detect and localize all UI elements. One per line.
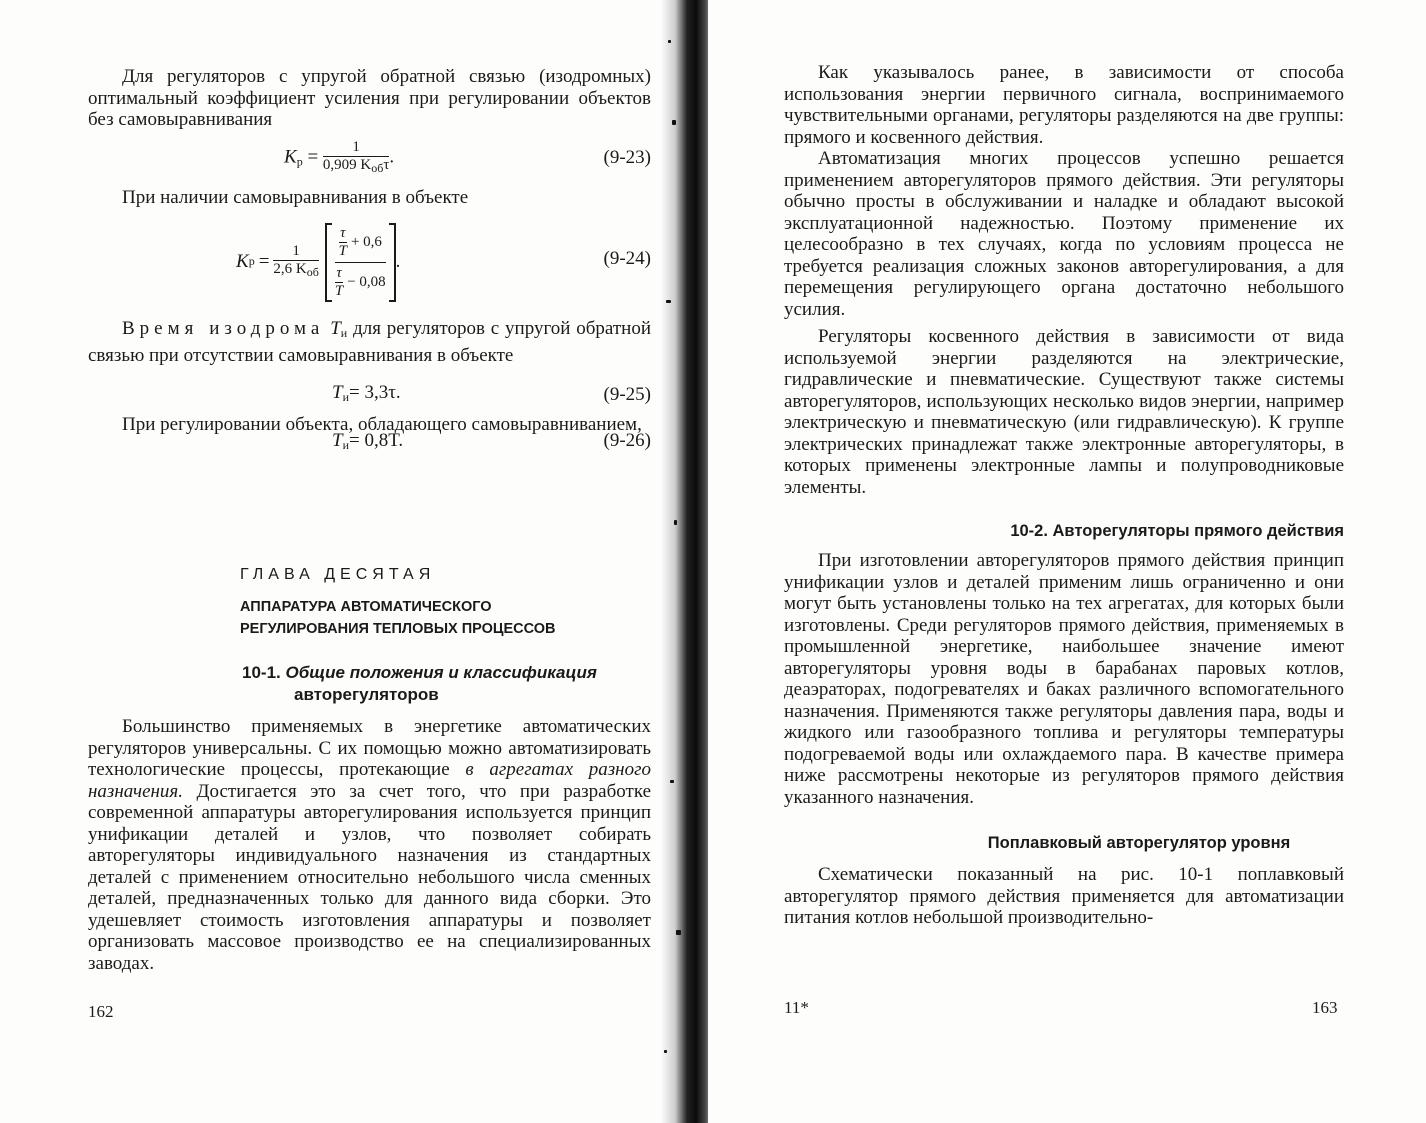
para5-italic: в агрегатах разного назначения. <box>88 759 652 802</box>
right-paragraph-4: При изготовлении авторегуляторов прямого действия принцип унификации узлов и деталей применим лишь ограниченно и они могут быть установлены только на тех агрегатах, для которых были изготовлены. Среди регуляторов прямого действия, применяемых в промышленной энергетике, наибольшее значение имеют авторегуляторы уровня воды в барабанах паровых котлов, деаэраторах, подогревателях и баках различного вспомогательного назначения. Применяются также регуляторы давления пара, воды и жидкого или газообразного топлива и регуляторы температуры подогреваемой воды или охлаждаемого пара. В качестве примера ниже рассмотрены некоторые из регуляторов прямого действия указанного назначения. <box>784 550 1344 808</box>
para5-part-b: Достигается это за счет того, что при разработке современной аппаратуры авторегулирования используется принцип унификации деталей и узлов, что позволяет собирать авторегуляторы индивидуального назначения из стандартных деталей с применением относительно небольшого числа сменных деталей, предназначенных только для данного вида сборки. Это удешевляет стоимость изготовления аппаратуры и позволяет организовать массовое производство ее на специализированных заводах. <box>88 780 652 974</box>
right-paragraph-3: Регуляторы косвенного действия в зависимости от вида используемой энергии разделяются на электрические, гидравлические и пневматические. Существуют также системы авторегуляторов, использующих несколько видов энергии, например электрическую и пневматическую (или гидравлическую). К группе электрических принадлежат также электронные авторегуляторы, в которых применены электронные лампы и полупроводниковые элементы. <box>784 326 1344 498</box>
eq26-rhs: = 0,8T. <box>349 429 404 451</box>
eq24-lhs: K <box>236 251 249 273</box>
equation-9-26 <box>88 430 651 456</box>
spine-speck <box>674 520 677 525</box>
chapter-title-line-2: РЕГУЛИРОВАНИЯ ТЕПЛОВЫХ ПРОЦЕССОВ <box>240 621 556 637</box>
eq23-lhs-sub: p <box>296 153 303 168</box>
eq23-denominator: 0,909 K <box>322 156 372 173</box>
eq23-den-sub: об <box>371 160 384 175</box>
time-isodrom-rest: для регуляторов с упругой обратной связью при отсутствии самовыравнивания в объекте <box>88 318 652 366</box>
left-text-column <box>88 66 651 456</box>
left-page-number: 162 <box>88 1002 114 1021</box>
spine-speck <box>676 930 681 935</box>
left-text-column-2 <box>88 716 651 974</box>
right-page-number: 163 <box>1312 998 1338 1017</box>
section-10-1-heading <box>242 662 652 706</box>
eq23-numerator: 1 <box>352 138 360 155</box>
eq24-bracket <box>325 223 396 302</box>
spine-speck <box>668 40 671 43</box>
left-paragraph-4: При регулировании объекта, обладающего самовыравниванием, <box>122 414 642 435</box>
eq23-fraction <box>323 139 389 177</box>
eq24-numerator: 1 <box>292 243 300 259</box>
spine-speck <box>666 300 671 303</box>
eq26-lhs-sub: и <box>342 437 349 452</box>
signature-mark: 11* <box>784 998 809 1017</box>
left-paragraph-5 <box>88 716 651 974</box>
right-paragraph-1: Как указывалось ранее, в зависимости от способа использования энергии первичного сигнала, воспринимаемого чувствительными органами, регуляторы разделяются на две группы: прямого и косвенного действия. <box>784 62 1344 148</box>
eq23-lhs: K <box>284 145 297 167</box>
section-10-1-title-1: Общие положения и классификация <box>285 663 597 682</box>
spine-speck <box>670 780 674 783</box>
eq24-tail: . <box>395 251 401 273</box>
left-paragraph-1: Для регуляторов с упругой обратной связью (изодромных) оптимальный коэффициент усиления при регулировании объектов без самовыравнивания <box>88 66 651 130</box>
section-10-2-heading: 10-2. Авторегуляторы прямого действия <box>1010 522 1344 540</box>
subsection-float-regulator-heading: Поплавковый авторегулятор уровня <box>987 834 1291 852</box>
left-paragraph-3 <box>88 318 651 366</box>
eq24-top-tau: τ <box>340 224 346 241</box>
chapter-title <box>240 596 556 640</box>
eq25-lhs: T <box>332 382 343 403</box>
chapter-label: ГЛАВА ДЕСЯТАЯ <box>240 566 436 583</box>
eq23-label: (9-23) <box>603 146 651 168</box>
section-10-1-number: 10-1. <box>242 663 281 682</box>
eq23-tail: . <box>389 145 395 167</box>
eq25-label: (9-25) <box>603 384 651 405</box>
eq25-lhs-sub: и <box>342 390 349 404</box>
eq23-den-tail: τ <box>383 156 390 173</box>
eq24-bot-add: − 0,08 <box>347 274 386 290</box>
right-text-column <box>784 62 1344 929</box>
eq24-bot-T: T <box>334 282 344 299</box>
chapter-title-line-1: АППАРАТУРА АВТОМАТИЧЕСКОГО <box>240 599 492 615</box>
eq24-lhs-sub: p <box>248 254 255 269</box>
eq26-label: (9-26) <box>603 429 651 451</box>
time-isodrom-var: T <box>330 318 341 339</box>
eq24-den-sub: об <box>306 265 319 279</box>
spine-speck <box>664 1050 667 1053</box>
eq25-rhs: = 3,3τ. <box>349 382 401 403</box>
eq24-label: (9-24) <box>603 248 651 269</box>
time-isodrom-sub: и <box>340 326 348 340</box>
equation-9-23: $K_p$ = $\frac{1}{0,909 K_{об}\tau}$ . (9-23) <box>284 138 651 175</box>
para5-part-a: Большинство применяемых в энергетике автоматических регуляторов универсальны. С их помощью можно автоматизировать технологические процессы, протекающие <box>88 716 651 780</box>
right-paragraph-5: Схематически показанный на рис. 10-1 поплавковый авторегулятор прямого действия применяется для автоматизации питания котлов небольшой производительно- <box>784 864 1344 928</box>
eq24-top-T: T <box>338 242 347 259</box>
eq24-bot-tau: τ <box>336 264 342 281</box>
eq24-denominator: 2,6 K <box>273 261 307 277</box>
right-page <box>708 0 1426 1123</box>
left-page <box>0 0 700 1123</box>
spine-speck <box>672 120 676 125</box>
time-isodrom-term: Время изодрома <box>122 318 325 339</box>
eq24-coef-fraction <box>273 243 318 281</box>
section-10-1-title-2: авторегуляторов <box>294 685 439 704</box>
eq26-lhs: T <box>332 429 343 451</box>
equation-9-25 <box>88 374 651 410</box>
eq24-top-add: + 0,6 <box>350 234 382 250</box>
right-paragraph-2: Автоматизация многих процессов успешно решается применением авторегуляторов прямого действия. Эти регуляторы обычно просты в обслуживании и наладке и обладают высокой эксплуатационной надежностью. Поэтому применение их целесообразно в тех случаях, когда по условиям процесса не требуется реализация сложных законов авторегулирования, а для перемещения регулирующего органа достаточно небольшого усилия. <box>784 148 1344 320</box>
left-paragraph-2: При наличии самовыравнивания в объекте <box>122 186 469 208</box>
equation-9-24: K p = $\frac{1}{2,6 K_{об}}$ $\frac{\tau}{T}$ + 0,6 $\frac{\tau}{T}$ − 0,08 . (9-24) <box>88 218 651 310</box>
